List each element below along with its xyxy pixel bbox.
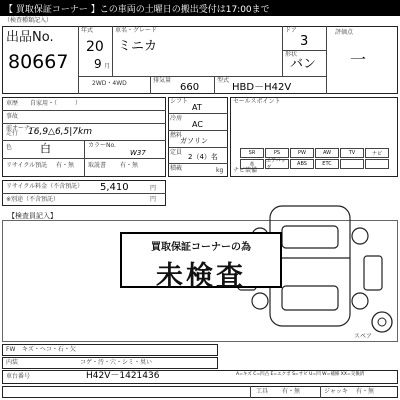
equipment-grid xyxy=(240,148,390,170)
mileage-label: 走行 xyxy=(6,130,19,137)
color-value: 白 xyxy=(40,142,51,155)
recycle-label: リサイクル預託 xyxy=(6,162,48,169)
fuel-value: ガソリン xyxy=(180,137,208,145)
fuel-label: 燃料 xyxy=(170,132,183,139)
equipment-item: ABS xyxy=(290,159,314,169)
ac-label: 冷房 xyxy=(170,115,183,122)
spare-label: スペア xyxy=(354,333,373,340)
manual-value: 有・無 xyxy=(120,162,139,169)
year-label: 年式 xyxy=(81,27,94,34)
inspection-label: 【検査員記入】 xyxy=(8,212,57,220)
displacement-label: 排気量 xyxy=(153,77,172,84)
equipment-item xyxy=(365,159,389,169)
evaluation-value: 一 xyxy=(350,50,367,69)
color-no-value: W37 xyxy=(130,149,146,157)
capacity-label: 定員 xyxy=(170,149,183,156)
accident-row: 事故 xyxy=(6,113,19,120)
equipment-item: 革 xyxy=(240,159,264,169)
equipment-item: PS xyxy=(265,148,289,158)
shape-value: バン xyxy=(290,57,317,72)
tools-value: 有・無 xyxy=(282,388,301,395)
year-value: 20 xyxy=(86,39,104,55)
form-subtitle: （検査種類記入） xyxy=(4,17,53,24)
type-value: HBD－H42V xyxy=(232,82,292,93)
usage-row: 車歴 自家用・（ ） xyxy=(6,100,82,107)
banner-text: 【 買取保証コーナー 】この車両の土曜日の搬出受付は17:00まで xyxy=(4,4,270,15)
interior-text: コゲ・汚・穴・シミ・臭い xyxy=(80,359,153,366)
recycle-fee-value: 5,410 xyxy=(100,182,129,193)
vin-value: H42V－1421436 xyxy=(86,371,160,381)
navi-label: ナビ装備 xyxy=(233,167,258,174)
fw-label: FW xyxy=(6,346,16,353)
model-value: ミニカ xyxy=(118,39,158,54)
jack-label: ジャッキ xyxy=(324,388,348,395)
equipment-item: ナビ xyxy=(365,148,389,158)
shift-label: シフト xyxy=(170,98,189,105)
jack-value: 有・無 xyxy=(356,388,375,395)
vin-label: 車台番号 xyxy=(6,373,31,380)
equipment-item: ETC xyxy=(315,159,339,169)
model-label: 車名・グレード xyxy=(115,27,158,34)
equipment-label: セールスポイント xyxy=(233,98,281,105)
stamp-line-1: 買取保証コーナーの為 xyxy=(151,242,251,253)
recycle-value: 有・無 xyxy=(56,162,75,169)
previous-owner-row: 前オーナー xyxy=(6,125,37,132)
extra-fee-label: ※別途（不含預託） xyxy=(6,196,60,203)
color-no-label: カラーNo. xyxy=(88,142,116,149)
equipment-item: TV xyxy=(340,148,364,158)
not-inspected-stamp xyxy=(120,232,282,292)
equipment-item: AW xyxy=(315,148,339,158)
capacity-value: 2（4）名 xyxy=(188,153,218,161)
tools-label: 工具 xyxy=(256,388,269,395)
equipment-item: SR xyxy=(240,148,264,158)
recycle-fee-yen: 円 xyxy=(150,185,157,192)
shape-label: 形状 xyxy=(285,51,298,58)
extra-fee-yen: 円 xyxy=(150,196,157,203)
doors-value: 3 xyxy=(300,34,309,49)
drive-label: 2WD・4WD xyxy=(92,80,127,87)
stamp-line-2: 未検査 xyxy=(156,261,246,292)
shift-value: AT xyxy=(192,103,202,112)
displacement-value: 660 xyxy=(180,82,200,93)
month-unit: 月 xyxy=(104,63,111,70)
load-label: 積載 xyxy=(170,165,183,172)
evaluation-label: 評価点 xyxy=(335,29,354,36)
damage-legend: A=キズ C=凹凸 E=エクボ S=サビ U=凹 W=補修 XX=交換済 xyxy=(236,372,365,377)
ac-value: AC xyxy=(192,120,203,129)
equipment-item: エアバッグ xyxy=(265,159,289,169)
type-label: 型式 xyxy=(217,77,230,84)
recycle-fee-label: リサイクル料金（不含預託） xyxy=(6,183,84,190)
load-kg: kg xyxy=(216,167,224,174)
spare-tire-icon xyxy=(370,310,394,334)
equipment-item: PW xyxy=(290,148,314,158)
color-label: 色 xyxy=(6,144,13,151)
top-banner xyxy=(0,0,400,16)
lot-number: 80667 xyxy=(8,51,69,73)
lot-label: 出品No. xyxy=(6,30,54,45)
interior-label: 内装 xyxy=(6,359,19,366)
manual-label: 取説書 xyxy=(88,162,107,169)
doors-label: ドア xyxy=(285,27,297,34)
mileage-value: 16,9△6,5|7km xyxy=(28,127,93,137)
month-value: 9 xyxy=(94,57,102,71)
equipment-item xyxy=(340,159,364,169)
fw-text: キズ・ヘコ・石・欠 xyxy=(22,346,76,353)
